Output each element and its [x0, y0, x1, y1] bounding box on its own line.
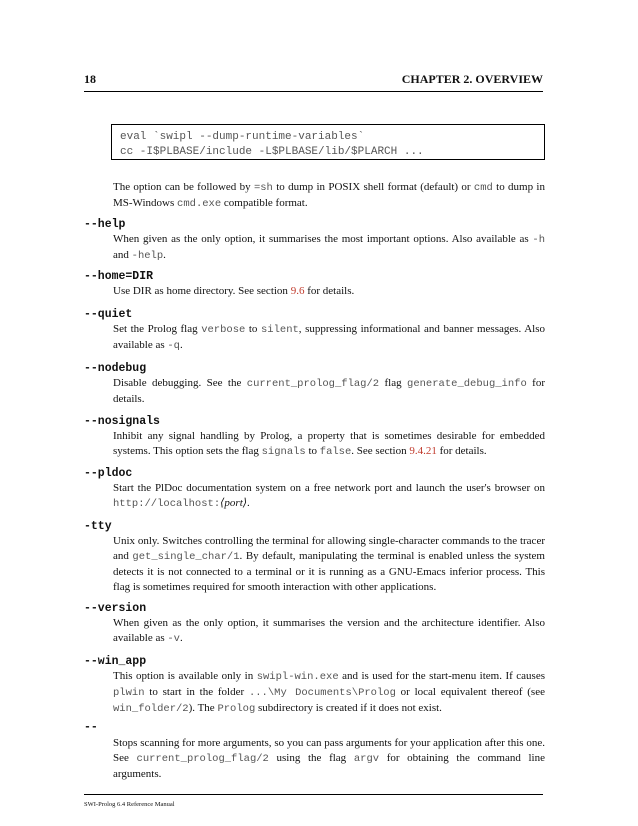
option-quiet-desc: Set the Prolog flag verbose to silent, suppressing informational and banner messages. Also available as -q. — [113, 323, 546, 352]
chapter-title: CHAPTER 2. OVERVIEW — [401, 72, 543, 86]
running-header — [84, 72, 543, 90]
option-quiet: --quiet — [84, 308, 133, 321]
section-link[interactable]: 9.6 — [290, 285, 305, 297]
option-version: --version — [84, 602, 147, 615]
option-dashdash: -- — [84, 721, 98, 734]
intro-paragraph: The option can be followed by =sh to dump in POSIX shell format (default) or cmd to dump in MS-Windows cmd.exe compatible format. — [113, 181, 545, 210]
code-line: eval `swipl --dump-runtime-variables` — [120, 131, 365, 143]
option-help-desc: When given as the only option, it summarises the most important options. Also available as -h and -help. — [113, 233, 545, 262]
section-link[interactable]: 9.4.21 — [409, 445, 437, 457]
option-nodebug-desc: Disable debugging. See the current_prolog_flag/2 flag generate_debug_info for details. — [113, 377, 546, 405]
option-win-app-desc: This option is available only in swipl-win.exe and is used for the start-menu item. If causes plwin to start in the folder ...\My Documents\Prolog or local equivalent thereof (see win_folder/2). The Prolog subdirectory is created if it does not exist. — [113, 670, 545, 715]
option-help: --help — [84, 218, 126, 231]
option-pldoc: --pldoc — [84, 467, 133, 480]
page-number: 18 — [84, 72, 96, 86]
option-nodebug: --nodebug — [84, 362, 147, 375]
page-footer: SWI-Prolog 6.4 Reference Manual — [84, 801, 175, 808]
option-nosignals: --nosignals — [84, 415, 160, 428]
code-line: cc -I$PLBASE/include -L$PLBASE/lib/$PLARCH ... — [120, 146, 424, 158]
option-dashdash-desc: Stops scanning for more arguments, so you can pass arguments for your application after this one. See current_prolog_flag/2 using the flag argv for obtaining the command line arguments. — [113, 737, 545, 780]
code-block — [111, 124, 545, 160]
option-tty-desc: Unix only. Switches controlling the terminal for allowing single-character commands to the tracer and get_single_char/1. By default, manipulating the terminal is enabled unless the system detects it is not connected to a terminal or it is running as a GNU-Emacs inferior process. This flag is sometimes required for smooth interaction with other applications. — [113, 535, 545, 593]
option-home-desc: Use DIR as home directory. See section 9.6 for details. — [113, 285, 355, 297]
option-home: --home=DIR — [84, 270, 154, 283]
option-tty: -tty — [84, 520, 112, 533]
footer-rule — [84, 794, 543, 795]
option-version-desc: When given as the only option, it summarises the version and the architecture identifier. Also available as -v. — [113, 617, 545, 645]
option-win-app: --win_app — [84, 655, 147, 668]
option-nosignals-desc: Inhibit any signal handling by Prolog, a property that is sometimes desirable for embedded systems. This option sets the flag signals to false. See section 9.4.21 for details. — [113, 430, 545, 458]
header-rule — [84, 91, 543, 92]
option-pldoc-desc: Start the PlDoc documentation system on a free network port and launch the user's browser on http://localhost:⟨port⟩. — [113, 482, 545, 510]
